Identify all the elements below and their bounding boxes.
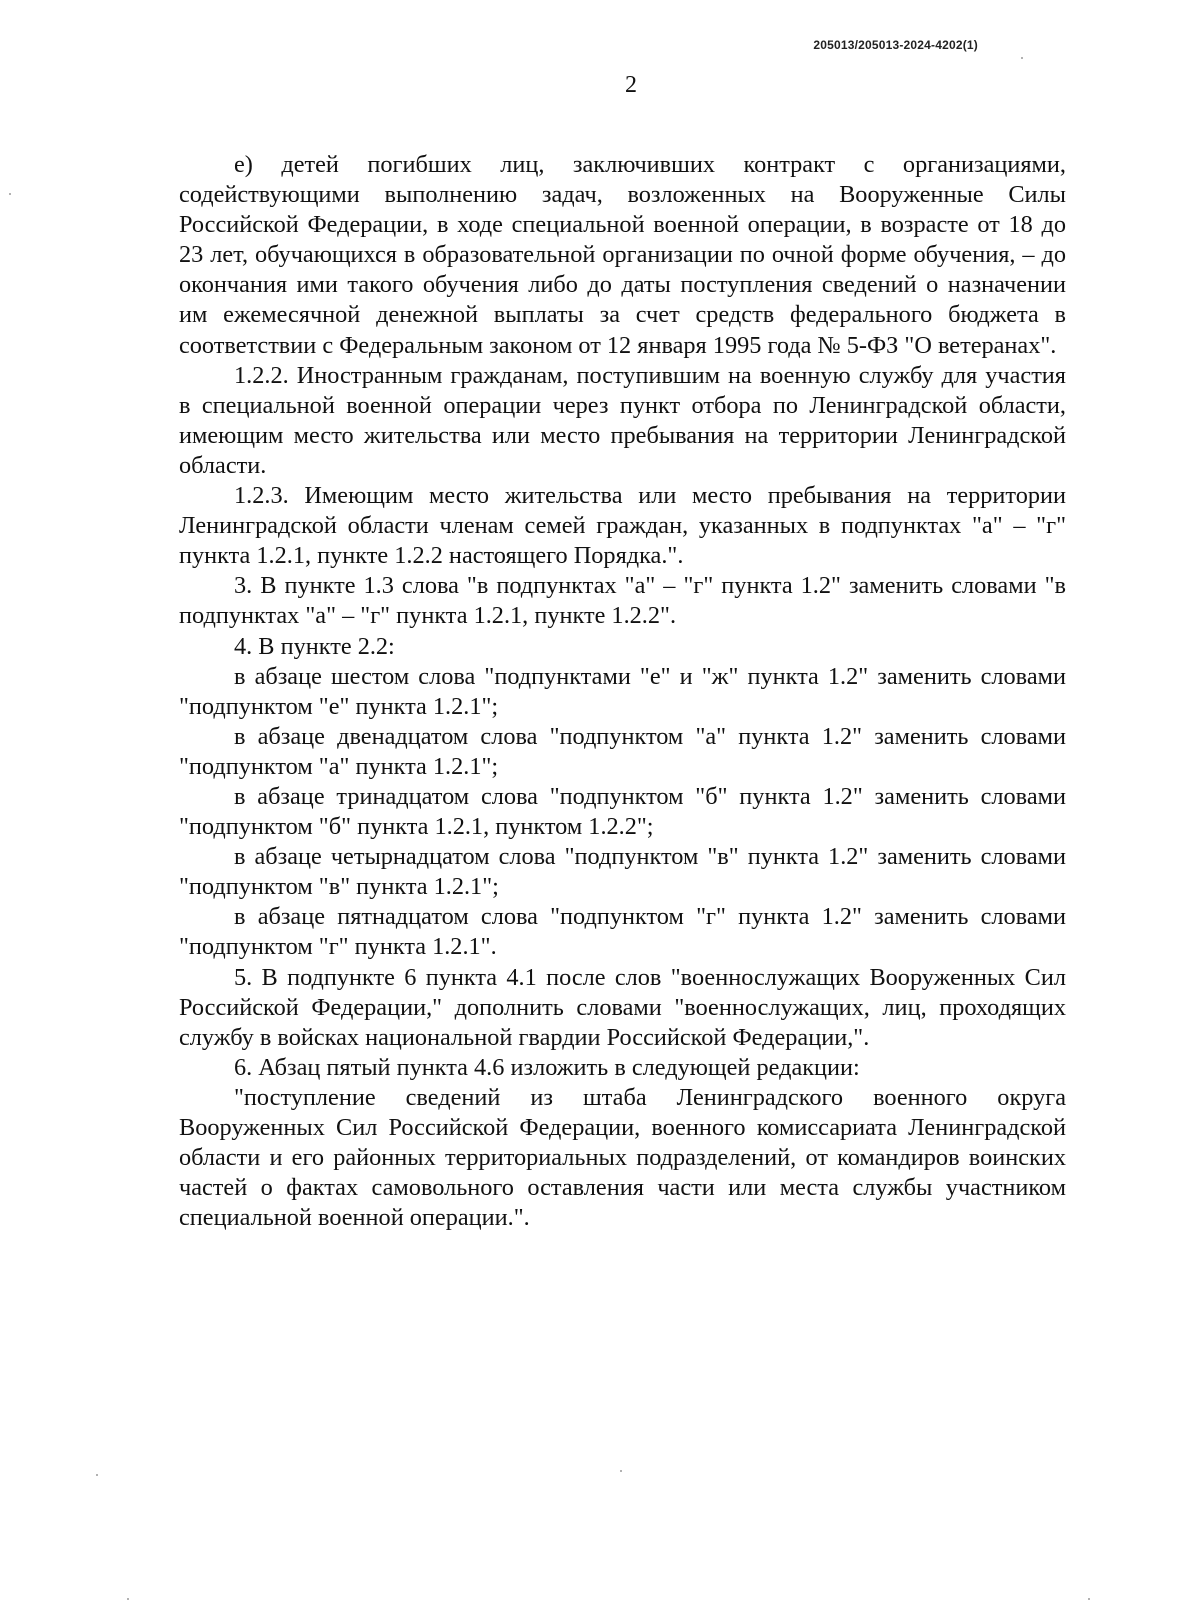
scan-speck [620, 1470, 622, 1472]
document-body [179, 150, 1066, 1233]
paragraph-new-wording: "поступление сведений из штаба Ленинградского военного округа Вооруженных Сил Российской Федерации, военного комиссариата Ленинградской области и его районных территориальных подразделений, от командиров воинских частей о фактах самовольного оставления части или места службы участником специальной военной операции.". [179, 1083, 1066, 1232]
paragraph-abzac-6: в абзаце шестом слова "подпунктами "е" и "ж" пункта 1.2" заменить словами "подпунктом "е" пункта 1.2.1"; [179, 662, 1066, 720]
scan-speck [1088, 1598, 1090, 1600]
paragraph-abzac-15: в абзаце пятнадцатом слова "подпунктом "г" пункта 1.2" заменить словами "подпунктом "г" пункта 1.2.1". [179, 903, 1066, 961]
paragraph-1-2-3: 1.2.3. Имеющим место жительства или место пребывания на территории Ленинградской области членам семей граждан, указанных в подпунктах "а" – "г" пункта 1.2.1, пункте 1.2.2 настоящего Порядка.". [179, 482, 1066, 570]
paragraph-abzac-12: в абзаце двенадцатом слова "подпунктом "а" пункта 1.2" заменить словами "подпунктом "а" пункта 1.2.1"; [179, 722, 1066, 780]
scan-speck [9, 193, 11, 195]
paragraph-item-4: 4. В пункте 2.2: [234, 632, 395, 660]
paragraph-subitem-e: е) детей погибших лиц, заключивших контракт с организациями, содействующими выполнению задач, возложенных на Вооруженные Силы Российской Федерации, в ходе специальной военной операции, в возрасте от 18 до 23 лет, обучающихся в образовательной организации по очной форме обучения, – до окончания ими такого обучения либо до даты поступления сведений о назначении им ежемесячной денежной выплаты за счет средств федерального бюджета в соответствии с Федеральным законом от 12 января 1995 года № 5-ФЗ "О ветеранах". [179, 151, 1066, 359]
paragraph-item-5: 5. В подпункте 6 пункта 4.1 после слов "военнослужащих Вооруженных Сил Российской Федерации," дополнить словами "военнослужащих, лиц, проходящих службу в войсках национальной гвардии Российской Федерации,". [179, 963, 1066, 1051]
scan-speck [127, 1598, 129, 1600]
paragraph-item-3: 3. В пункте 1.3 слова "в подпунктах "а" – "г" пункта 1.2" заменить словами "в подпунктах "а" – "г" пункта 1.2.1, пункте 1.2.2". [179, 572, 1066, 630]
scan-speck [96, 1474, 98, 1476]
paragraph-item-6: 6. Абзац пятый пункта 4.6 изложить в следующей редакции: [234, 1053, 860, 1081]
page-number: 2 [625, 72, 637, 98]
paragraph-abzac-13: в абзаце тринадцатом слова "подпунктом "б" пункта 1.2" заменить словами "подпунктом "б" пункта 1.2.1, пунктом 1.2.2"; [179, 782, 1066, 841]
paragraph-1-2-2: 1.2.2. Иностранным гражданам, поступившим на военную службу для участия в специальной военной операции через пункт отбора по Ленинградской области, имеющим место жительства или место пребывания на территории Ленинградской области. [179, 361, 1066, 479]
document-registration-number: 205013/205013-2024-4202(1) [813, 38, 978, 52]
scan-speck [1021, 57, 1023, 59]
paragraph-abzac-14: в абзаце четырнадцатом слова "подпунктом "в" пункта 1.2" заменить словами "подпунктом "в" пункта 1.2.1"; [179, 843, 1066, 901]
